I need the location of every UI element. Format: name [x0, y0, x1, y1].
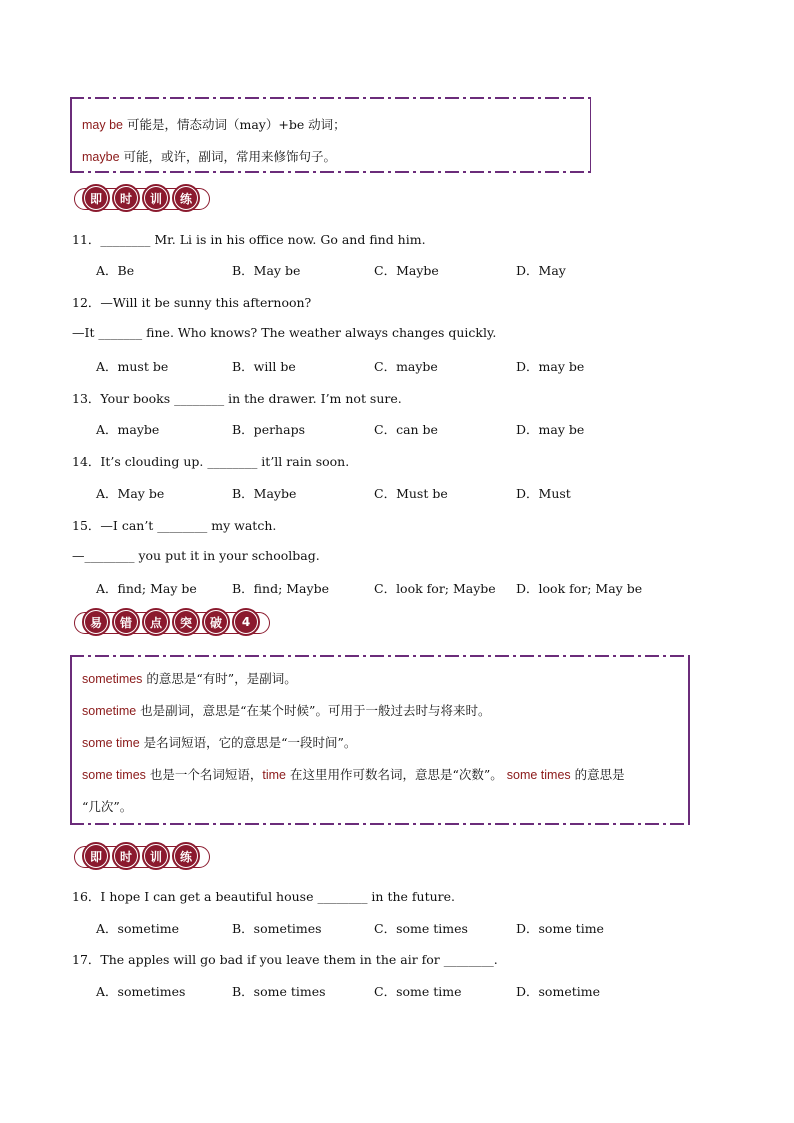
question-stem: —It _______ fine. Who knows? The weather always changes quickly. — [72, 325, 497, 340]
badge-char: 练 — [175, 845, 197, 867]
option-a: A．find; May be — [96, 581, 197, 596]
keyword: sometimes — [82, 672, 143, 686]
option-d: D．Must — [516, 486, 571, 501]
option-b: B．some times — [232, 984, 326, 999]
badge-char: 突 — [175, 611, 197, 633]
option-c: C．some times — [374, 921, 468, 936]
note-text: 可能是，情态动词（may）+be 动词； — [123, 117, 346, 132]
option-b: B．find; Maybe — [232, 581, 329, 596]
question-stem: 15．—I can’t ________ my watch. — [72, 518, 277, 533]
note-line — [82, 695, 678, 727]
question-stem: 14．It’s clouding up. ________ it’ll rain soon. — [72, 454, 350, 469]
badge-char: 4 — [235, 611, 257, 633]
section-badge-practice — [78, 840, 206, 872]
section-badge-error-point — [78, 606, 266, 638]
note-line — [82, 727, 678, 759]
option-a: A．must be — [96, 359, 169, 374]
question-stem: 11．________ Mr. Li is in his office now. Go and find him. — [72, 232, 426, 247]
note-text: 也是一个名词短语， — [145, 767, 263, 782]
option-a: A．May be — [96, 486, 165, 501]
option-d: D．look for; May be — [516, 581, 643, 596]
badge-char: 破 — [205, 611, 227, 633]
note-text: 可能，或许，副词，常用来修饰句子。 — [119, 149, 337, 164]
note-box-may-be — [70, 97, 592, 173]
section-badge-practice — [78, 182, 206, 214]
option-c: C．some time — [374, 984, 462, 999]
keyword: maybe — [82, 150, 120, 164]
badge-char: 训 — [145, 187, 167, 209]
option-a: A．sometimes — [96, 984, 186, 999]
note-box-sometimes — [70, 655, 690, 825]
note-line — [82, 663, 678, 695]
note-text: “几次”。 — [82, 799, 133, 814]
question-stem: 17．The apples will go bad if you leave them in the air for ________. — [72, 952, 498, 967]
option-c: C．maybe — [374, 359, 438, 374]
option-d: D．may be — [516, 359, 585, 374]
badge-char: 易 — [85, 611, 107, 633]
note-text: 在这里用作可数名词，意思是“次数”。 — [286, 767, 507, 782]
option-c: C．look for; Maybe — [374, 581, 496, 596]
question-stem: 16．I hope I can get a beautiful house ________ in the future. — [72, 889, 455, 904]
badge-char: 时 — [115, 845, 137, 867]
keyword: some time — [82, 736, 140, 750]
note-text: 的意思是 — [570, 767, 625, 782]
question-stem: —________ you put it in your schoolbag. — [72, 548, 320, 563]
option-d: D．sometime — [516, 984, 600, 999]
note-line — [82, 791, 678, 823]
option-b: B．May be — [232, 263, 301, 278]
option-d: D．May — [516, 263, 566, 278]
badge-char: 即 — [85, 187, 107, 209]
option-b: B．will be — [232, 359, 296, 374]
option-d: D．some time — [516, 921, 604, 936]
keyword: sometime — [82, 704, 137, 718]
note-text: 也是副词，意思是“在某个时候”。可用于一般过去时与将来时。 — [136, 703, 491, 718]
option-a: A．sometime — [96, 921, 179, 936]
question-stem: 12．—Will it be sunny this afternoon? — [72, 295, 312, 310]
option-b: B．sometimes — [232, 921, 322, 936]
option-d: D．may be — [516, 422, 585, 437]
option-a: A．Be — [96, 263, 135, 278]
option-b: B．Maybe — [232, 486, 297, 501]
keyword: time — [262, 768, 287, 782]
note-line — [82, 109, 580, 141]
option-c: C．Must be — [374, 486, 448, 501]
option-c: C．Maybe — [374, 263, 439, 278]
badge-char: 点 — [145, 611, 167, 633]
note-text: 是名词短语，它的意思是“一段时间”。 — [139, 735, 357, 750]
keyword: may be — [82, 118, 123, 132]
badge-char: 即 — [85, 845, 107, 867]
note-line — [82, 759, 678, 791]
badge-char: 练 — [175, 187, 197, 209]
option-c: C．can be — [374, 422, 438, 437]
question-stem: 13．Your books ________ in the drawer. I’m not sure. — [72, 391, 402, 406]
badge-char: 训 — [145, 845, 167, 867]
badge-char: 错 — [115, 611, 137, 633]
note-text: 的意思是“有时”，是副词。 — [142, 671, 297, 686]
option-a: A．maybe — [96, 422, 160, 437]
badge-char: 时 — [115, 187, 137, 209]
note-line — [82, 141, 580, 173]
keyword: some times — [506, 768, 571, 782]
keyword: some times — [82, 768, 146, 782]
option-b: B．perhaps — [232, 422, 305, 437]
